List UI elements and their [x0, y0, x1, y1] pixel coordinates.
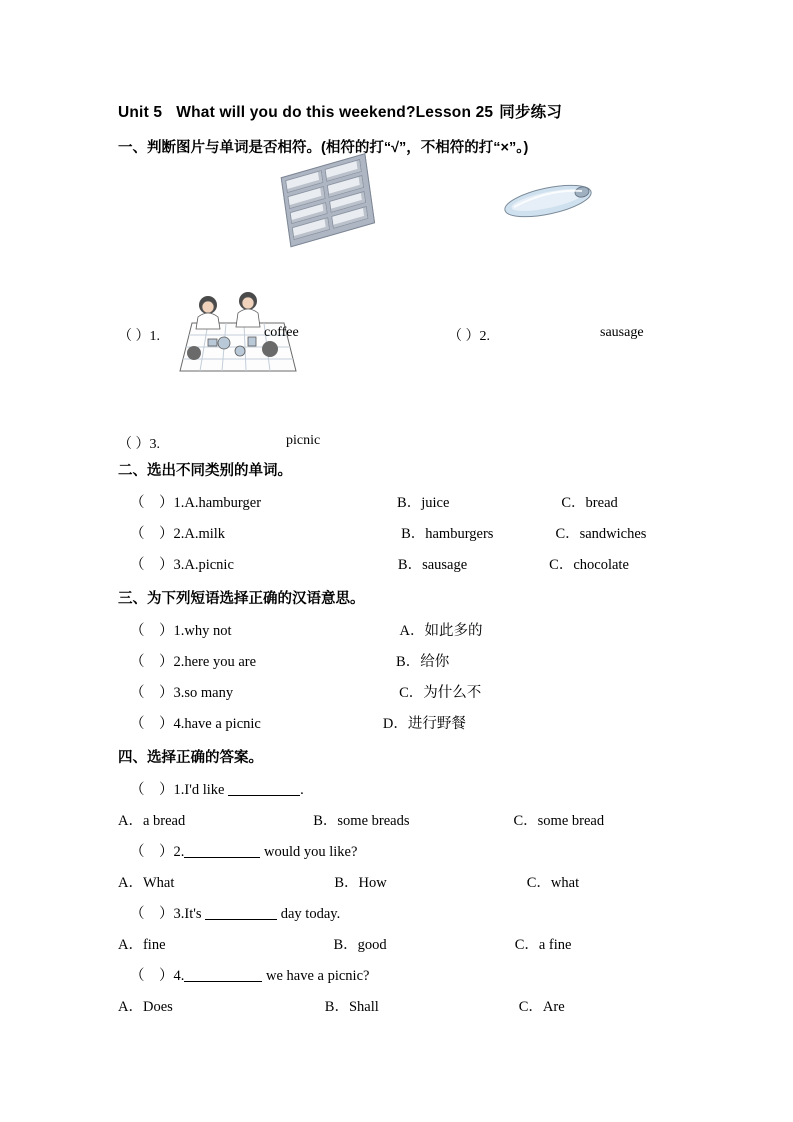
s4-q3-stem-post: day today. [277, 906, 341, 922]
section-4-heading: 四、选择正确的答案。 [118, 750, 263, 766]
s2-i1-b: B．juice [397, 495, 450, 511]
s2-i1-paren: （ ）1. [130, 495, 185, 511]
section-4-q3-options [118, 930, 698, 961]
section-4-q1-options [118, 806, 698, 837]
s3-i1-paren: （ ）1. [130, 623, 185, 639]
title-main: What will you do this weekend?Lesson 25 [176, 104, 494, 121]
s2-i3-a: A.picnic [184, 557, 234, 573]
s4-q2-stem-pre: （ ）2. [130, 844, 185, 860]
s4-q1-b: B．some breads [313, 813, 410, 829]
s2-i3-paren: （ ）3. [130, 557, 185, 573]
s4-q1-stem-pre: （ ）1.I'd like [130, 782, 229, 798]
chocolate-bar-image [281, 153, 378, 250]
s3-i4-phrase: have a picnic [184, 716, 261, 732]
s4-q4-blank[interactable] [184, 967, 262, 982]
s4-q4-a: A．Does [118, 999, 173, 1015]
s4-q4-stem-post: we have a picnic? [262, 968, 370, 984]
section-3-item-4 [118, 709, 698, 740]
s4-q3-a: A．fine [118, 937, 166, 953]
picture-item-2-word: sausage [600, 325, 644, 340]
s2-i2-b: B．hamburgers [401, 526, 494, 542]
s4-q2-blank[interactable] [184, 843, 260, 858]
section-3-item-3 [118, 678, 698, 709]
s3-i4-option: D．进行野餐 [382, 716, 466, 732]
s2-i1-a: A.hamburger [184, 495, 262, 511]
s3-i2-option: B．给你 [396, 654, 450, 670]
section-4-q2-options [118, 868, 698, 899]
page-title [118, 100, 698, 122]
s4-q3-b: B．good [333, 937, 387, 953]
s4-q1-a: A．a bread [118, 813, 186, 829]
s3-i3-phrase: so many [184, 685, 234, 701]
s2-i3-b: B．sausage [397, 557, 468, 573]
s3-i2-paren: （ ）2. [130, 654, 185, 670]
section-2-item-3 [118, 550, 698, 581]
section-4-q2-stem [118, 837, 698, 868]
s2-i2-c: C．sandwiches [555, 526, 647, 542]
s2-i3-c: C．chocolate [549, 557, 629, 573]
s4-q4-b: B．Shall [324, 999, 379, 1015]
s2-i2-paren: （ ）2. [130, 526, 185, 542]
picture-item-3-word: picnic [286, 433, 321, 448]
section-2-item-1 [118, 488, 698, 519]
section-1-body [118, 165, 698, 455]
s3-i2-phrase: here you are [184, 654, 257, 670]
section-4-q4-options [118, 992, 698, 1023]
picture-item-2-paren: （ ）2. [448, 329, 490, 344]
s4-q3-c: C．a fine [514, 937, 572, 953]
sausage-image [502, 171, 594, 229]
s2-i1-c: C．bread [561, 495, 618, 511]
section-4-q1-stem [118, 775, 698, 806]
section-1-heading: 一、判断图片与单词是否相符。(相符的打“√”，不相符的打“×”。) [118, 140, 529, 156]
section-2-heading: 二、选出不同类别的单词。 [118, 463, 292, 479]
section-3-item-1 [118, 616, 698, 647]
s4-q2-b: B．How [334, 875, 387, 891]
s4-q1-blank[interactable] [228, 781, 300, 796]
s4-q1-stem-post: . [300, 782, 304, 798]
s4-q2-a: A．What [118, 875, 175, 891]
s4-q4-stem-pre: （ ）4. [130, 968, 185, 984]
s3-i1-option: A．如此多的 [399, 623, 483, 639]
title-unit: Unit 5 [118, 104, 163, 121]
picture-item-1-word: coffee [264, 325, 299, 340]
s3-i3-option: C．为什么不 [399, 685, 482, 701]
title-suffix: 同步练习 [499, 104, 563, 121]
section-3-heading: 三、为下列短语选择正确的汉语意思。 [118, 591, 365, 607]
picture-item-1-paren: （ ）1. [118, 329, 160, 344]
section-2-item-2 [118, 519, 698, 550]
section-4-q4-stem [118, 961, 698, 992]
s4-q3-stem-pre: （ ）3.It's [130, 906, 206, 922]
s4-q2-stem-post: would you like? [260, 844, 358, 860]
s4-q2-c: C．what [526, 875, 580, 891]
picture-item-3-paren: （ ）3. [118, 437, 160, 452]
section-3-item-2 [118, 647, 698, 678]
s4-q3-blank[interactable] [205, 905, 277, 920]
s3-i1-phrase: why not [184, 623, 232, 639]
document-content [118, 100, 698, 1023]
s3-i3-paren: （ ）3. [130, 685, 185, 701]
s2-i2-a: A.milk [184, 526, 226, 542]
s4-q4-c: C．Are [518, 999, 565, 1015]
s3-i4-paren: （ ）4. [130, 716, 185, 732]
section-4-q3-stem [118, 899, 698, 930]
s4-q1-c: C．some bread [513, 813, 605, 829]
